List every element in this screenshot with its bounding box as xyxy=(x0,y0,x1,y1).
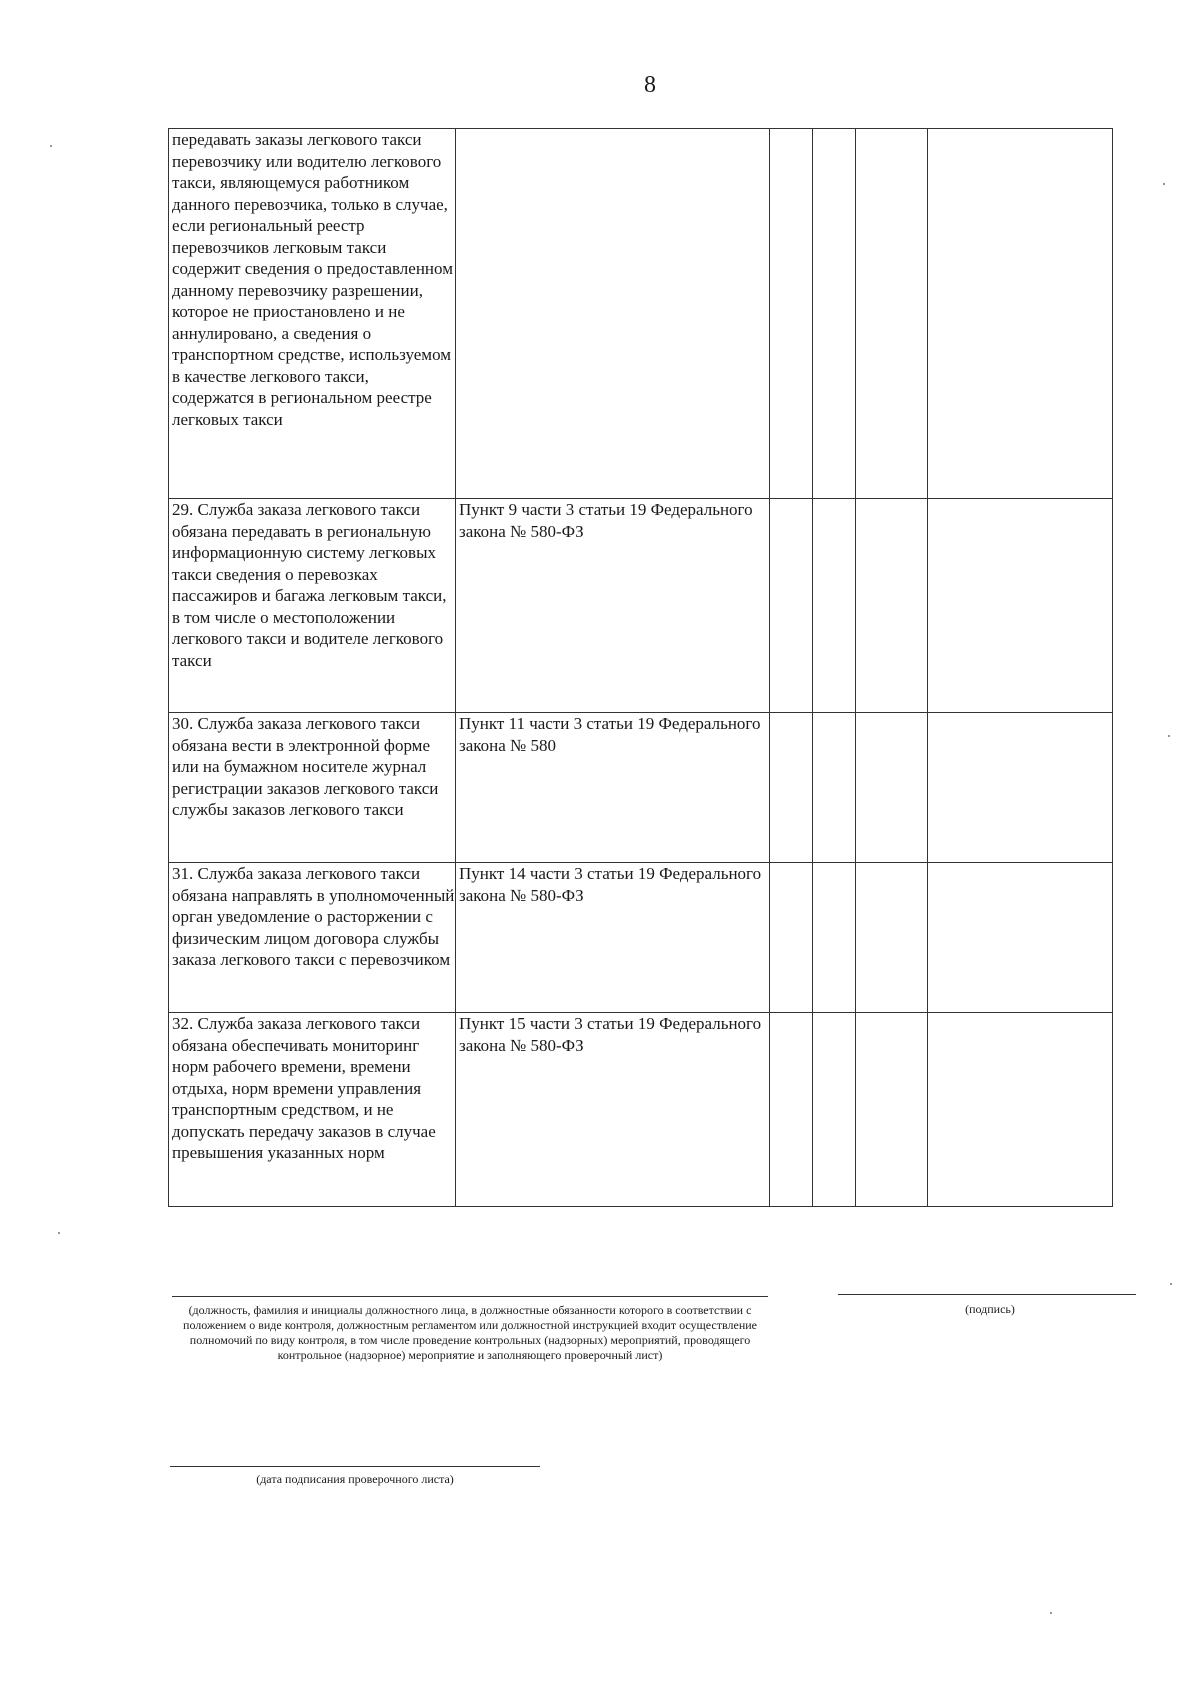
answer-no-cell[interactable] xyxy=(813,1013,856,1207)
table-row xyxy=(169,129,1113,499)
reference-cell: Пункт 11 части 3 статьи 19 Федерального закона № 580 xyxy=(456,713,770,863)
answer-yes-cell[interactable] xyxy=(770,1013,813,1207)
note-cell[interactable] xyxy=(928,129,1113,499)
answer-na-cell[interactable] xyxy=(856,863,928,1013)
requirement-cell: 30. Служба заказа легкового такси обязана вести в электронной форме или на бумажном носителе журнал регистрации заказов легкового такси службы заказов легкового такси xyxy=(169,713,456,863)
answer-na-cell[interactable] xyxy=(856,713,928,863)
answer-no-cell[interactable] xyxy=(813,713,856,863)
checklist-table xyxy=(168,128,1113,1207)
signature-caption: (подпись) xyxy=(965,1302,1015,1316)
table-row xyxy=(169,1013,1113,1207)
requirement-cell: 29. Служба заказа легкового такси обязана передавать в региональную информационную систему легковых такси сведения о перевозках пассажиров и багажа легковым такси, в том числе о местоположении легкового такси и водителе легкового такси xyxy=(169,499,456,713)
date-caption: (дата подписания проверочного листа) xyxy=(256,1472,454,1486)
answer-yes-cell[interactable] xyxy=(770,863,813,1013)
official-signature-line xyxy=(172,1296,768,1297)
signature-line xyxy=(838,1294,1136,1295)
answer-no-cell[interactable] xyxy=(813,499,856,713)
answer-yes-cell[interactable] xyxy=(770,499,813,713)
scan-speck xyxy=(1168,735,1170,737)
table-row xyxy=(169,713,1113,863)
scan-speck xyxy=(1163,183,1165,185)
reference-cell: Пункт 9 части 3 статьи 19 Федерального закона № 580-ФЗ xyxy=(456,499,770,713)
table-row xyxy=(169,863,1113,1013)
requirement-cell: передавать заказы легкового такси перевозчику или водителю легкового такси, являющемуся работником данного перевозчика, только в случае, если региональный реестр перевозчиков легковым такси содержит сведения о предоставленном данному перевозчику разрешении, которое не приостановлено и не аннулировано, а сведения о транспортном средстве, используемом в качестве легкового такси, содержатся в региональном реестре легковых такси xyxy=(169,129,456,499)
requirement-cell: 32. Служба заказа легкового такси обязана обеспечивать мониторинг норм рабочего времени, времени отдыха, норм времени управления транспортным средством, и не допускать передачу заказов в случае превышения указанных норм xyxy=(169,1013,456,1207)
scan-speck xyxy=(58,1232,60,1234)
table-row xyxy=(169,499,1113,713)
answer-no-cell[interactable] xyxy=(813,863,856,1013)
scan-speck xyxy=(50,145,52,147)
reference-cell xyxy=(456,129,770,499)
answer-na-cell[interactable] xyxy=(856,499,928,713)
note-cell[interactable] xyxy=(928,863,1113,1013)
scan-speck xyxy=(1170,1283,1172,1285)
note-cell[interactable] xyxy=(928,713,1113,863)
requirement-cell: 31. Служба заказа легкового такси обязана направлять в уполномоченный орган уведомление о расторжении с физическим лицом договора службы заказа легкового такси с перевозчиком xyxy=(169,863,456,1013)
reference-cell: Пункт 15 части 3 статьи 19 Федерального закона № 580-ФЗ xyxy=(456,1013,770,1207)
page-number: 8 xyxy=(644,72,656,98)
answer-na-cell[interactable] xyxy=(856,1013,928,1207)
answer-yes-cell[interactable] xyxy=(770,713,813,863)
answer-no-cell[interactable] xyxy=(813,129,856,499)
note-cell[interactable] xyxy=(928,1013,1113,1207)
answer-yes-cell[interactable] xyxy=(770,129,813,499)
official-caption: (должность, фамилия и инициалы должностного лица, в должностные обязанности которого в соответствии с положением о виде контроля, должностным регламентом или должностной инструкцией входит осуществление полномочий по виду контроля, в том числе проведение контрольных (надзорных) мероприятий, проводящего контрольное (надзорное) мероприятие и заполняющего проверочный лист) xyxy=(183,1303,757,1362)
date-signature-line xyxy=(170,1466,540,1467)
answer-na-cell[interactable] xyxy=(856,129,928,499)
note-cell[interactable] xyxy=(928,499,1113,713)
reference-cell: Пункт 14 части 3 статьи 19 Федерального закона № 580-ФЗ xyxy=(456,863,770,1013)
scan-speck xyxy=(1050,1612,1052,1614)
